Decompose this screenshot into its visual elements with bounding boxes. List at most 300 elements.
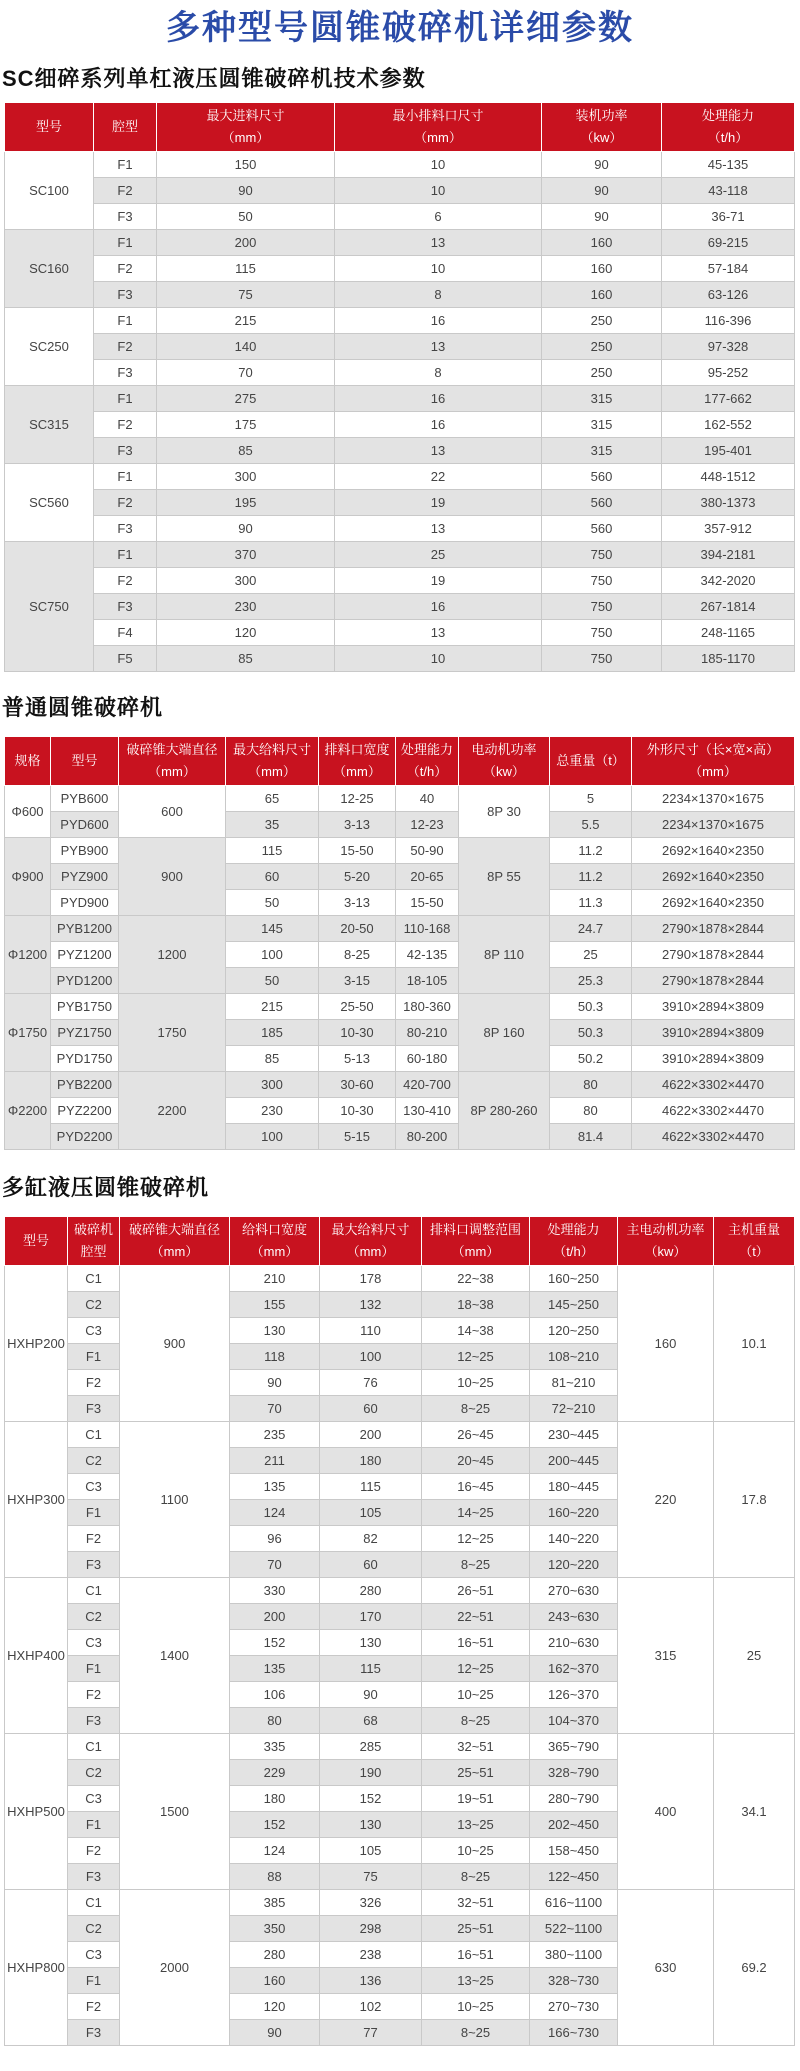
dg-chamber-cell: F1 — [68, 1968, 120, 1994]
dg-value-cell: 13~25 — [422, 1812, 530, 1838]
dg-value-cell: 180 — [320, 1448, 422, 1474]
dg-value-cell: 270~730 — [530, 1994, 618, 2020]
pt-value-cell: 25 — [550, 942, 632, 968]
header-label: 给料口宽度 — [241, 1222, 307, 1237]
sc-value-cell: 115 — [157, 256, 335, 282]
pt-spec-cell: Φ2200 — [5, 1072, 51, 1150]
dg-value-cell: 16~51 — [422, 1942, 530, 1968]
pt-value-cell: 60-180 — [396, 1046, 459, 1072]
header-unit: （mm） — [148, 764, 196, 779]
sc-value-cell: 750 — [542, 542, 662, 568]
sc-value-cell: 560 — [542, 464, 662, 490]
pt-model-cell: PYD1200 — [51, 968, 119, 994]
pt-value-cell: 8-25 — [319, 942, 396, 968]
header-unit: （mm） — [250, 1244, 299, 1259]
table-row — [5, 786, 795, 812]
dg-value-cell: 102 — [320, 1994, 422, 2020]
table-row — [5, 1578, 795, 1604]
sc-value-cell: 90 — [157, 178, 335, 204]
sc-value-cell: F3 — [94, 438, 157, 464]
dg-table-header — [5, 1217, 795, 1266]
sc-model-cell: SC100 — [5, 152, 94, 230]
pt-value-cell: 5-13 — [319, 1046, 396, 1072]
dg-value-cell: 68 — [320, 1708, 422, 1734]
dg-value-cell: 105 — [320, 1838, 422, 1864]
pt-value-cell: 5 — [550, 786, 632, 812]
table-row — [5, 568, 795, 594]
sc-value-cell: 13 — [335, 620, 542, 646]
pt-value-cell: 5-20 — [319, 864, 396, 890]
sc-value-cell: 300 — [157, 464, 335, 490]
dg-value-cell: 75 — [320, 1864, 422, 1890]
pt-value-cell: 4622×3302×4470 — [632, 1072, 795, 1098]
dg-diameter-cell: 1500 — [120, 1734, 230, 1890]
dg-value-cell: 22~38 — [422, 1266, 530, 1292]
sc-value-cell: 357-912 — [662, 516, 795, 542]
pt-diameter-cell: 2200 — [119, 1072, 226, 1150]
dg-value-cell: 166~730 — [530, 2020, 618, 2046]
sc-value-cell: 150 — [157, 152, 335, 178]
dg-chamber-cell: F1 — [68, 1344, 120, 1370]
dg-chamber-cell: C3 — [68, 1474, 120, 1500]
sc-value-cell: 750 — [542, 594, 662, 620]
header-unit: （t/h） — [707, 130, 749, 145]
header-unit: （t/h） — [406, 764, 448, 779]
sc-value-cell: 8 — [335, 282, 542, 308]
sc-value-cell: F3 — [94, 594, 157, 620]
dg-diameter-cell: 1400 — [120, 1578, 230, 1734]
dg-chamber-cell: F2 — [68, 1838, 120, 1864]
pt-value-cell: 145 — [226, 916, 319, 942]
dg-value-cell: 14~25 — [422, 1500, 530, 1526]
table-row — [5, 152, 795, 178]
sc-value-cell: 6 — [335, 204, 542, 230]
header-label: 排料口调整范围 — [429, 1222, 521, 1237]
pt-spec-table — [4, 736, 795, 1150]
pt-value-cell: 80 — [550, 1098, 632, 1124]
pt-value-cell: 35 — [226, 812, 319, 838]
pt-value-cell: 50.3 — [550, 1020, 632, 1046]
dg-chamber-cell: F2 — [68, 1370, 120, 1396]
header-unit: （kw） — [483, 764, 525, 779]
dg-value-cell: 326 — [320, 1890, 422, 1916]
dg-value-cell: 13~25 — [422, 1968, 530, 1994]
pt-model-cell: PYZ900 — [51, 864, 119, 890]
dg-weight-cell: 34.1 — [714, 1734, 795, 1890]
dg-header-cell — [5, 1217, 68, 1266]
dg-header-cell — [120, 1217, 230, 1266]
header-label: 排料口宽度 — [324, 742, 390, 757]
dg-header-cell — [714, 1217, 795, 1266]
dg-value-cell: 210 — [230, 1266, 320, 1292]
pt-diameter-cell: 600 — [119, 786, 226, 838]
pt-model-cell: PYZ1750 — [51, 1020, 119, 1046]
header-unit: （kw） — [580, 130, 623, 145]
dg-value-cell: 155 — [230, 1292, 320, 1318]
pt-model-cell: PYZ1200 — [51, 942, 119, 968]
dg-power-cell: 630 — [618, 1890, 714, 2046]
dg-value-cell: 104~370 — [530, 1708, 618, 1734]
dg-value-cell: 8~25 — [422, 1708, 530, 1734]
dg-value-cell: 328~790 — [530, 1760, 618, 1786]
table-row — [5, 1266, 795, 1292]
header-unit: 腔型 — [80, 1244, 107, 1259]
pt-header-cell — [550, 737, 632, 786]
sc-value-cell: 380-1373 — [662, 490, 795, 516]
pt-value-cell: 180-360 — [396, 994, 459, 1020]
pt-model-cell: PYD900 — [51, 890, 119, 916]
dg-value-cell: 90 — [320, 1682, 422, 1708]
sc-value-cell: F1 — [94, 542, 157, 568]
dg-header-cell — [320, 1217, 422, 1266]
sc-spec-table — [4, 102, 795, 672]
dg-value-cell: 158~450 — [530, 1838, 618, 1864]
header-label: 腔型 — [111, 119, 138, 134]
header-label: 最小排料口尺寸 — [392, 108, 484, 123]
dg-value-cell: 70 — [230, 1552, 320, 1578]
dg-value-cell: 12~25 — [422, 1344, 530, 1370]
sc-header-cell — [542, 103, 662, 152]
sc-value-cell: 22 — [335, 464, 542, 490]
dg-chamber-cell: F1 — [68, 1812, 120, 1838]
table-row — [5, 360, 795, 386]
dg-value-cell: 10~25 — [422, 1994, 530, 2020]
pt-model-cell: PYB1750 — [51, 994, 119, 1020]
pt-value-cell: 80-200 — [396, 1124, 459, 1150]
dg-chamber-cell: F3 — [68, 1864, 120, 1890]
sc-value-cell: 315 — [542, 412, 662, 438]
pt-model-cell: PYD1750 — [51, 1046, 119, 1072]
pt-motor-cell: 8P 30 — [459, 786, 550, 838]
pt-header-cell — [632, 737, 795, 786]
pt-header-cell — [396, 737, 459, 786]
sc-value-cell: F1 — [94, 464, 157, 490]
dg-value-cell: 70 — [230, 1396, 320, 1422]
dg-value-cell: 132 — [320, 1292, 422, 1318]
sc-value-cell: 13 — [335, 438, 542, 464]
sc-value-cell: 560 — [542, 490, 662, 516]
sc-value-cell: 19 — [335, 568, 542, 594]
sc-value-cell: 25 — [335, 542, 542, 568]
dg-chamber-cell: C2 — [68, 1448, 120, 1474]
pt-header-cell — [319, 737, 396, 786]
header-label: 最大给料尺寸 — [232, 742, 311, 757]
sc-value-cell: 10 — [335, 646, 542, 672]
dg-value-cell: 90 — [230, 1370, 320, 1396]
pt-motor-cell: 8P 160 — [459, 994, 550, 1072]
table-row — [5, 334, 795, 360]
dg-value-cell: 90 — [230, 2020, 320, 2046]
dg-value-cell: 32~51 — [422, 1890, 530, 1916]
pt-value-cell: 110-168 — [396, 916, 459, 942]
pt-header-cell — [119, 737, 226, 786]
pt-value-cell: 4622×3302×4470 — [632, 1124, 795, 1150]
dg-chamber-cell: F2 — [68, 1682, 120, 1708]
sc-value-cell: 250 — [542, 308, 662, 334]
pt-value-cell: 20-50 — [319, 916, 396, 942]
table-row — [5, 594, 795, 620]
dg-value-cell: 124 — [230, 1500, 320, 1526]
header-label: 处理能力 — [547, 1222, 600, 1237]
sc-model-cell: SC560 — [5, 464, 94, 542]
dg-value-cell: 115 — [320, 1474, 422, 1500]
dg-value-cell: 18~38 — [422, 1292, 530, 1318]
sc-value-cell: 70 — [157, 360, 335, 386]
sc-value-cell: 63-126 — [662, 282, 795, 308]
sc-value-cell: 315 — [542, 386, 662, 412]
sc-value-cell: 43-118 — [662, 178, 795, 204]
dg-value-cell: 136 — [320, 1968, 422, 1994]
sc-value-cell: 215 — [157, 308, 335, 334]
dg-value-cell: 152 — [230, 1812, 320, 1838]
pt-header-cell — [5, 737, 51, 786]
sc-value-cell: F1 — [94, 386, 157, 412]
pt-value-cell: 15-50 — [319, 838, 396, 864]
pt-value-cell: 100 — [226, 1124, 319, 1150]
pt-value-cell: 215 — [226, 994, 319, 1020]
dg-value-cell: 130 — [320, 1812, 422, 1838]
sc-value-cell: 175 — [157, 412, 335, 438]
sc-value-cell: 160 — [542, 282, 662, 308]
pt-model-cell: PYB600 — [51, 786, 119, 812]
table-row — [5, 464, 795, 490]
sc-value-cell: 90 — [157, 516, 335, 542]
sc-value-cell: F3 — [94, 282, 157, 308]
dg-power-cell: 220 — [618, 1422, 714, 1578]
sc-model-cell: SC750 — [5, 542, 94, 672]
dg-value-cell: 170 — [320, 1604, 422, 1630]
dg-header-cell — [618, 1217, 714, 1266]
table-row — [5, 916, 795, 942]
sc-value-cell: 116-396 — [662, 308, 795, 334]
table-row — [5, 412, 795, 438]
dg-value-cell: 178 — [320, 1266, 422, 1292]
header-label: 破碎锥大端直径 — [128, 1222, 220, 1237]
pt-value-cell: 11.2 — [550, 838, 632, 864]
dg-value-cell: 180~445 — [530, 1474, 618, 1500]
dg-model-cell: HXHP300 — [5, 1422, 68, 1578]
pt-value-cell: 65 — [226, 786, 319, 812]
sc-table-header — [5, 103, 795, 152]
dg-chamber-cell: C2 — [68, 1604, 120, 1630]
sc-value-cell: 162-552 — [662, 412, 795, 438]
dg-chamber-cell: C1 — [68, 1890, 120, 1916]
table-row — [5, 1734, 795, 1760]
dg-value-cell: 12~25 — [422, 1526, 530, 1552]
pt-diameter-cell: 1200 — [119, 916, 226, 994]
dg-value-cell: 26~45 — [422, 1422, 530, 1448]
table-row — [5, 256, 795, 282]
dg-value-cell: 19~51 — [422, 1786, 530, 1812]
dg-chamber-cell: F1 — [68, 1500, 120, 1526]
sc-value-cell: F2 — [94, 334, 157, 360]
pt-value-cell: 25-50 — [319, 994, 396, 1020]
sc-value-cell: 57-184 — [662, 256, 795, 282]
table-row — [5, 1422, 795, 1448]
sc-value-cell: 13 — [335, 230, 542, 256]
dg-value-cell: 120 — [230, 1994, 320, 2020]
header-unit: （mm） — [150, 1244, 199, 1259]
pt-value-cell: 12-25 — [319, 786, 396, 812]
dg-value-cell: 115 — [320, 1656, 422, 1682]
sc-value-cell: F3 — [94, 204, 157, 230]
table-row — [5, 490, 795, 516]
dg-value-cell: 162~370 — [530, 1656, 618, 1682]
header-label: 主机重量 — [727, 1222, 780, 1237]
sc-value-cell: 185-1170 — [662, 646, 795, 672]
pt-value-cell: 42-135 — [396, 942, 459, 968]
sc-value-cell: 97-328 — [662, 334, 795, 360]
sc-value-cell: 85 — [157, 438, 335, 464]
pt-spec-cell: Φ600 — [5, 786, 51, 838]
sc-value-cell: 90 — [542, 204, 662, 230]
sc-value-cell: 160 — [542, 230, 662, 256]
pt-header-cell — [51, 737, 119, 786]
dg-header-cell — [530, 1217, 618, 1266]
sc-value-cell: 95-252 — [662, 360, 795, 386]
page-title: 多种型号圆锥破碎机详细参数 — [166, 9, 634, 47]
dg-value-cell: 122~450 — [530, 1864, 618, 1890]
sc-header-cell — [662, 103, 795, 152]
dg-chamber-cell: C3 — [68, 1318, 120, 1344]
dg-value-cell: 88 — [230, 1864, 320, 1890]
dg-value-cell: 82 — [320, 1526, 422, 1552]
pt-spec-cell: Φ1750 — [5, 994, 51, 1072]
dg-chamber-cell: C2 — [68, 1292, 120, 1318]
pt-value-cell: 5.5 — [550, 812, 632, 838]
sc-value-cell: 394-2181 — [662, 542, 795, 568]
pt-diameter-cell: 1750 — [119, 994, 226, 1072]
pt-value-cell: 2790×1878×2844 — [632, 968, 795, 994]
pt-value-cell: 300 — [226, 1072, 319, 1098]
dg-value-cell: 100 — [320, 1344, 422, 1370]
header-unit: （mm） — [346, 1244, 395, 1259]
sc-value-cell: 13 — [335, 334, 542, 360]
dg-value-cell: 10~25 — [422, 1682, 530, 1708]
dg-value-cell: 77 — [320, 2020, 422, 2046]
dg-power-cell: 400 — [618, 1734, 714, 1890]
pt-value-cell: 3-15 — [319, 968, 396, 994]
sc-value-cell: 195-401 — [662, 438, 795, 464]
sc-value-cell: 16 — [335, 594, 542, 620]
dg-chamber-cell: C1 — [68, 1266, 120, 1292]
dg-value-cell: 110 — [320, 1318, 422, 1344]
pt-value-cell: 10-30 — [319, 1020, 396, 1046]
table-row — [5, 178, 795, 204]
header-label: 规格 — [14, 753, 41, 768]
dg-value-cell: 330 — [230, 1578, 320, 1604]
sc-value-cell: 16 — [335, 308, 542, 334]
dg-weight-cell: 69.2 — [714, 1890, 795, 2046]
sc-value-cell: 177-662 — [662, 386, 795, 412]
sc-value-cell: 19 — [335, 490, 542, 516]
pt-value-cell: 3910×2894×3809 — [632, 1046, 795, 1072]
dg-value-cell: 32~51 — [422, 1734, 530, 1760]
pt-value-cell: 2234×1370×1675 — [632, 812, 795, 838]
pt-value-cell: 12-23 — [396, 812, 459, 838]
pt-motor-cell: 8P 110 — [459, 916, 550, 994]
dg-value-cell: 80 — [230, 1708, 320, 1734]
dg-value-cell: 76 — [320, 1370, 422, 1396]
pt-value-cell: 15-50 — [396, 890, 459, 916]
sc-value-cell: 85 — [157, 646, 335, 672]
dg-header-cell — [422, 1217, 530, 1266]
dg-weight-cell: 25 — [714, 1578, 795, 1734]
dg-value-cell: 235 — [230, 1422, 320, 1448]
pt-value-cell: 11.3 — [550, 890, 632, 916]
dg-value-cell: 238 — [320, 1942, 422, 1968]
dg-value-cell: 522~1100 — [530, 1916, 618, 1942]
dg-value-cell: 8~25 — [422, 2020, 530, 2046]
dg-header-cell — [230, 1217, 320, 1266]
dg-value-cell: 22~51 — [422, 1604, 530, 1630]
dg-value-cell: 124 — [230, 1838, 320, 1864]
header-label: 最大进料尺寸 — [206, 108, 285, 123]
sc-value-cell: F2 — [94, 178, 157, 204]
sc-header-cell — [335, 103, 542, 152]
dg-value-cell: 26~51 — [422, 1578, 530, 1604]
pt-section-title: 普通圆锥破碎机 — [2, 695, 164, 720]
sc-value-cell: 13 — [335, 516, 542, 542]
table-row — [5, 838, 795, 864]
dg-chamber-cell: F2 — [68, 1994, 120, 2020]
table-row — [5, 386, 795, 412]
dg-value-cell: 280 — [230, 1942, 320, 1968]
sc-value-cell: 16 — [335, 412, 542, 438]
header-unit: （mm） — [414, 130, 462, 145]
header-unit: （kw） — [644, 1244, 687, 1259]
sc-value-cell: 90 — [542, 178, 662, 204]
sc-header-cell — [5, 103, 94, 152]
dg-model-cell: HXHP200 — [5, 1266, 68, 1422]
sc-value-cell: F2 — [94, 256, 157, 282]
dg-value-cell: 190 — [320, 1760, 422, 1786]
sc-value-cell: 10 — [335, 178, 542, 204]
dg-value-cell: 270~630 — [530, 1578, 618, 1604]
pt-motor-cell: 8P 280-260 — [459, 1072, 550, 1150]
pt-model-cell: PYB2200 — [51, 1072, 119, 1098]
header-label: 总重量（t） — [556, 753, 625, 768]
table-row — [5, 542, 795, 568]
dg-value-cell: 160~220 — [530, 1500, 618, 1526]
table-row — [5, 516, 795, 542]
pt-value-cell: 130-410 — [396, 1098, 459, 1124]
table-row — [5, 308, 795, 334]
dg-value-cell: 106 — [230, 1682, 320, 1708]
sc-model-cell: SC160 — [5, 230, 94, 308]
header-unit: （mm） — [333, 764, 381, 779]
dg-diameter-cell: 900 — [120, 1266, 230, 1422]
table-row — [5, 282, 795, 308]
sc-value-cell: 248-1165 — [662, 620, 795, 646]
dg-power-cell: 160 — [618, 1266, 714, 1422]
sc-value-cell: F3 — [94, 360, 157, 386]
dg-value-cell: 152 — [320, 1786, 422, 1812]
dg-model-cell: HXHP500 — [5, 1734, 68, 1890]
dg-value-cell: 385 — [230, 1890, 320, 1916]
header-label: 装机功率 — [575, 108, 628, 123]
sc-value-cell: 69-215 — [662, 230, 795, 256]
sc-model-cell: SC315 — [5, 386, 94, 464]
dg-value-cell: 380~1100 — [530, 1942, 618, 1968]
sc-value-cell: 75 — [157, 282, 335, 308]
sc-value-cell: 267-1814 — [662, 594, 795, 620]
dg-value-cell: 160~250 — [530, 1266, 618, 1292]
pt-spec-cell: Φ1200 — [5, 916, 51, 994]
sc-value-cell: 160 — [542, 256, 662, 282]
pt-value-cell: 60 — [226, 864, 319, 890]
pt-value-cell: 2790×1878×2844 — [632, 942, 795, 968]
